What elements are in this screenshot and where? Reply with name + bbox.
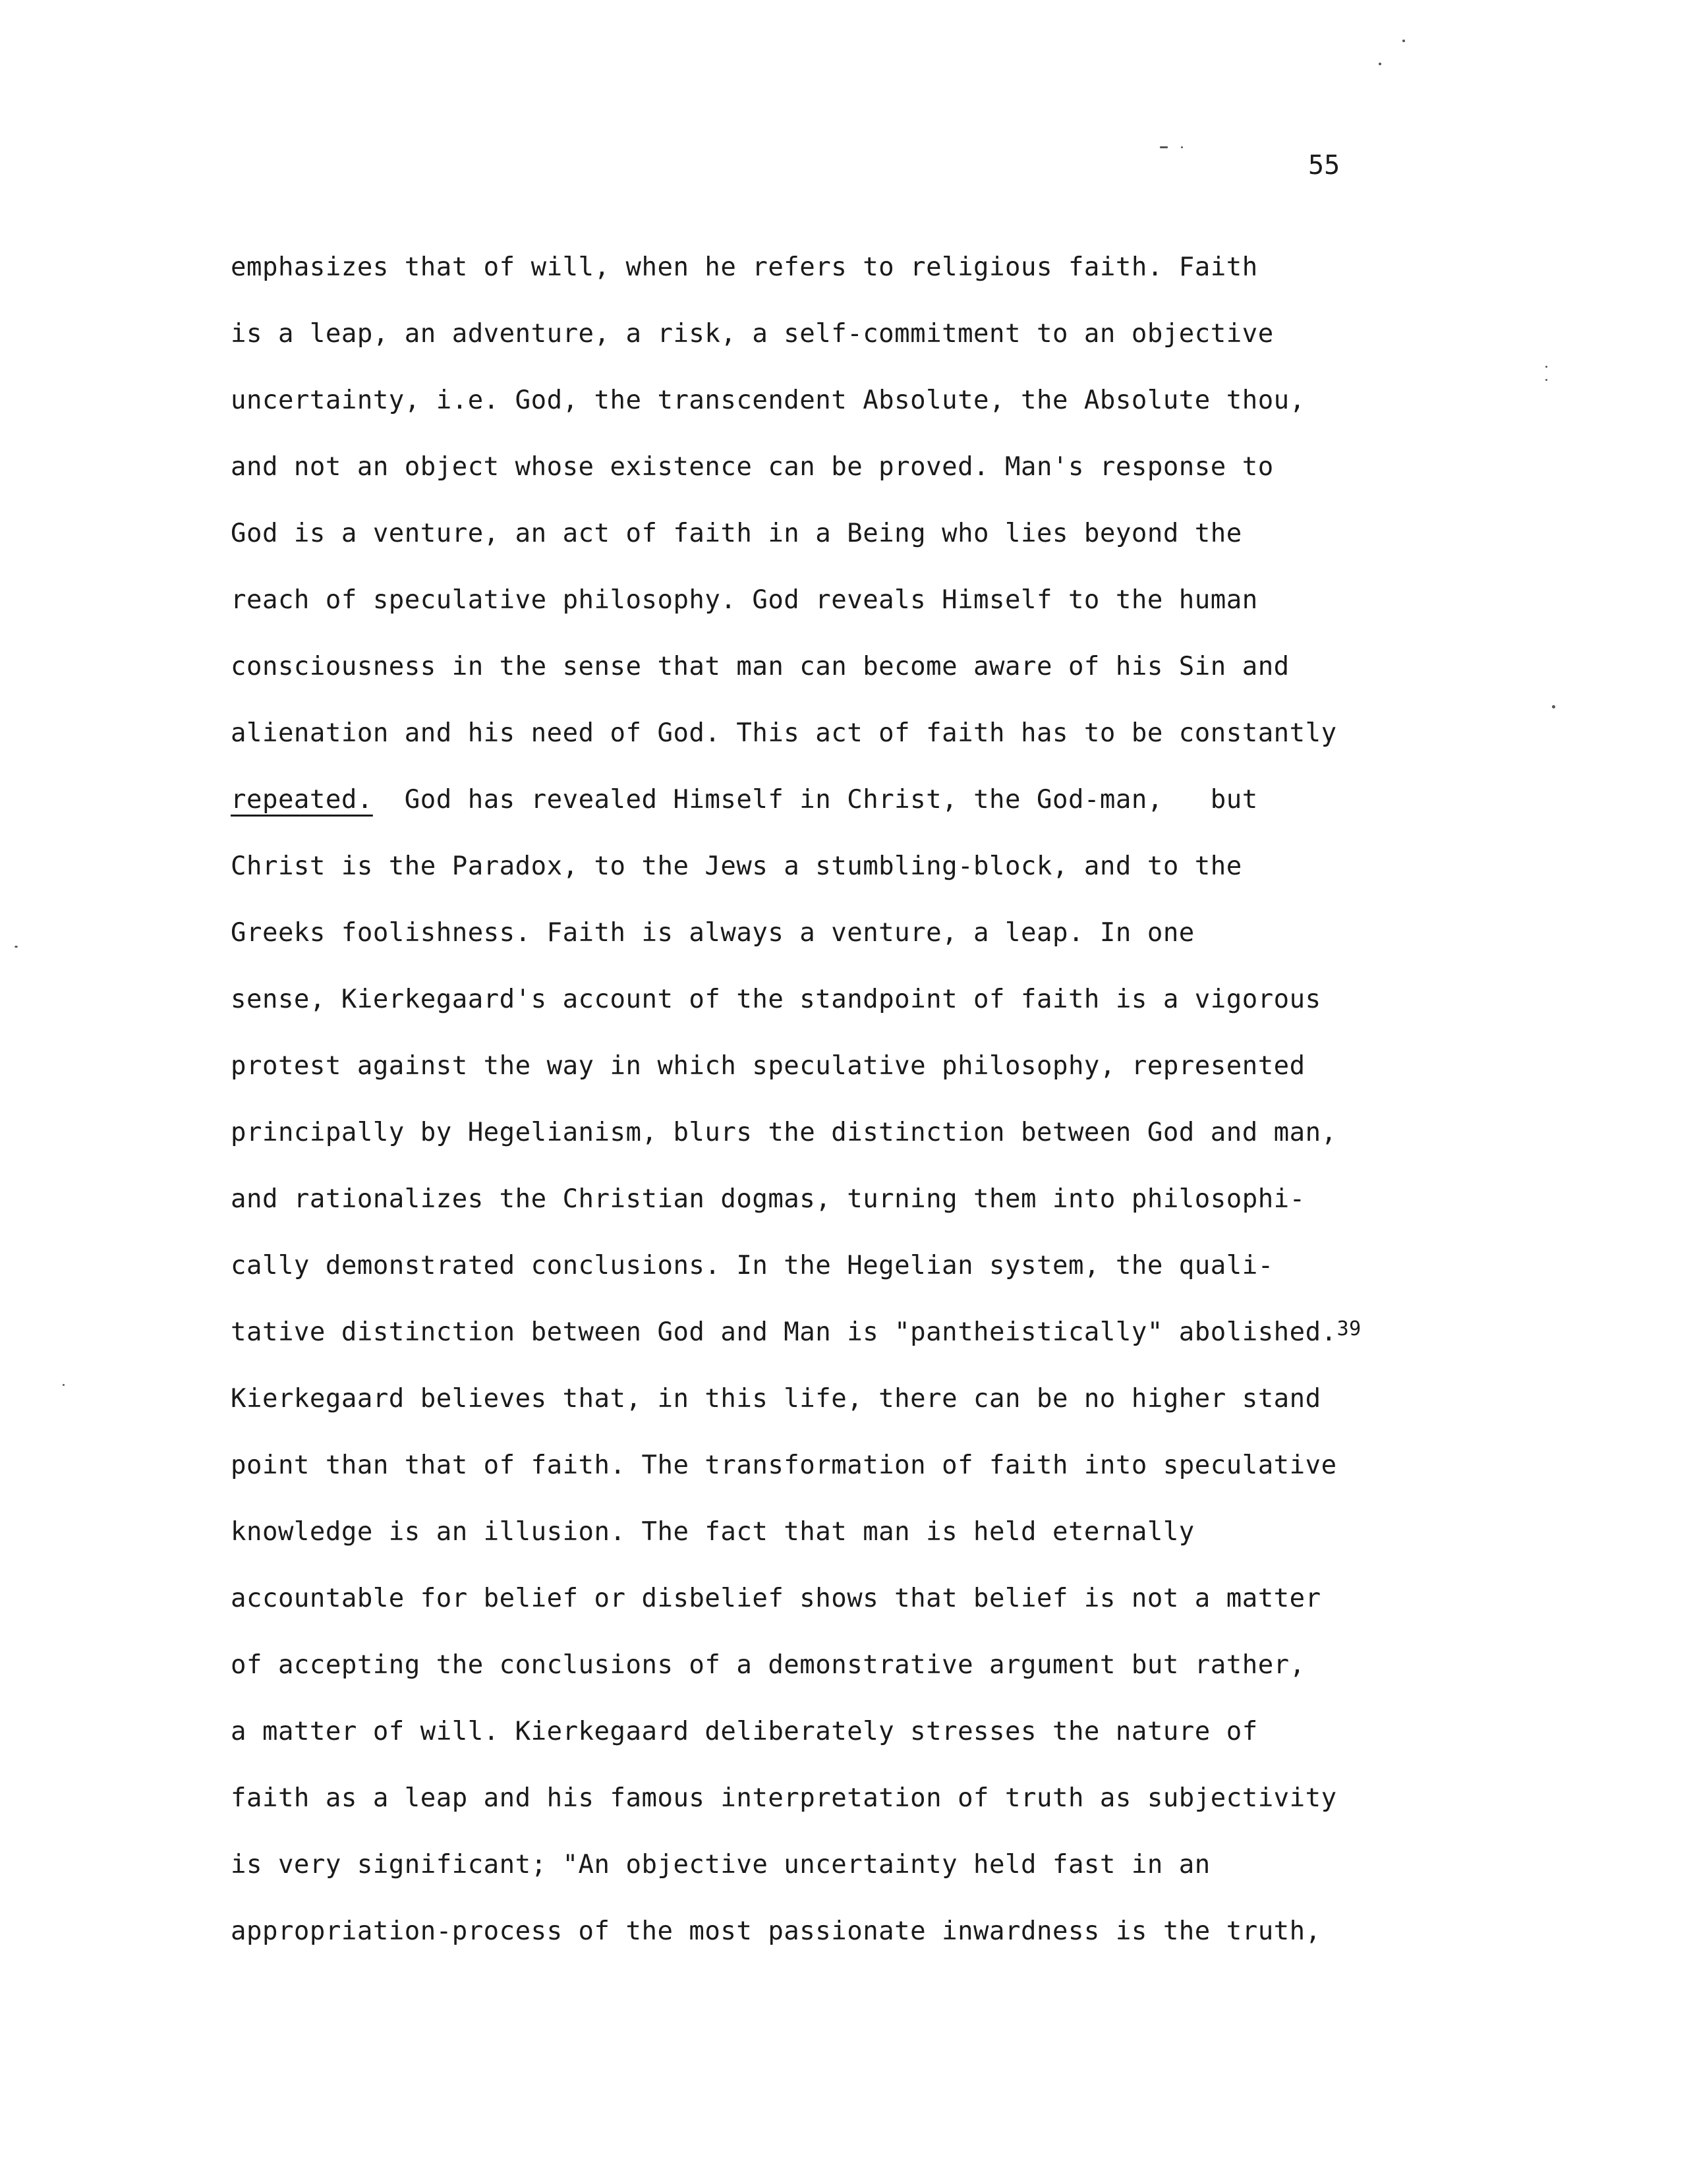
- scan-speck: [63, 1384, 65, 1386]
- scan-speck: [1402, 40, 1405, 42]
- text-line: and not an object whose existence can be proved. Man's response to: [231, 452, 1274, 482]
- scan-speck: [1379, 63, 1381, 65]
- text-line-continuation: God has revealed Himself in Christ, the God-man, but: [372, 785, 1258, 815]
- text-line: Kierkegaard believes that, in this life, there can be no higher stand: [231, 1384, 1321, 1414]
- text-line: is very significant; "An objective uncertainty held fast in an: [231, 1850, 1211, 1880]
- text-line: cally demonstrated conclusions. In the Hegelian system, the quali-: [231, 1251, 1274, 1280]
- text-line: protest against the way in which speculative philosophy, represented: [231, 1051, 1306, 1081]
- text-line: is a leap, an adventure, a risk, a self-commitment to an objective: [231, 319, 1274, 349]
- text-line: point than that of faith. The transformation of faith into speculative: [231, 1451, 1337, 1480]
- text-line: and rationalizes the Christian dogmas, turning them into philosophi-: [231, 1184, 1306, 1214]
- text-line: God is a venture, an act of faith in a Being who lies beyond the: [231, 519, 1242, 548]
- underlined-word: repeated.: [231, 785, 373, 815]
- page-number: 55: [1308, 150, 1340, 181]
- text-line: appropriation-process of the most passionate inwardness is the truth,: [231, 1916, 1321, 1946]
- scan-speck: [1545, 379, 1547, 381]
- body-text: [231, 245, 1483, 1976]
- text-line: knowledge is an illusion. The fact that man is held eternally: [231, 1517, 1195, 1547]
- scan-speck: [1552, 705, 1555, 708]
- text-line: accountable for belief or disbelief shows that belief is not a matter: [231, 1584, 1321, 1613]
- text-line: reach of speculative philosophy. God reveals Himself to the human: [231, 585, 1258, 615]
- text-line: a matter of will. Kierkegaard deliberately stresses the nature of: [231, 1717, 1258, 1746]
- text-line: Christ is the Paradox, to the Jews a stumbling-block, and to the: [231, 851, 1242, 881]
- text-line: [231, 778, 1483, 844]
- scan-speck: [1545, 366, 1547, 368]
- text-line: sense, Kierkegaard's account of the standpoint of faith is a vigorous: [231, 985, 1321, 1014]
- text-line: [231, 1310, 1483, 1377]
- scan-speck: [1181, 146, 1183, 148]
- text-line: consciousness in the sense that man can become aware of his Sin and: [231, 652, 1290, 681]
- scan-speck: [1160, 146, 1168, 148]
- text-line: faith as a leap and his famous interpretation of truth as subjectivity: [231, 1783, 1337, 1813]
- text-line-content: tative distinction between God and Man is "pantheistically" abolished.: [231, 1317, 1337, 1347]
- text-line: uncertainty, i.e. God, the transcendent Absolute, the Absolute thou,: [231, 386, 1306, 415]
- scan-speck: [14, 946, 18, 948]
- text-line: emphasizes that of will, when he refers to religious faith. Faith: [231, 252, 1258, 282]
- footnote-reference: 39: [1336, 1317, 1362, 1340]
- text-line: of accepting the conclusions of a demonstrative argument but rather,: [231, 1650, 1306, 1680]
- text-line: Greeks foolishness. Faith is always a venture, a leap. In one: [231, 918, 1195, 948]
- text-line: alienation and his need of God. This act of faith has to be constantly: [231, 718, 1337, 748]
- text-line: principally by Hegelianism, blurs the distinction between God and man,: [231, 1118, 1337, 1147]
